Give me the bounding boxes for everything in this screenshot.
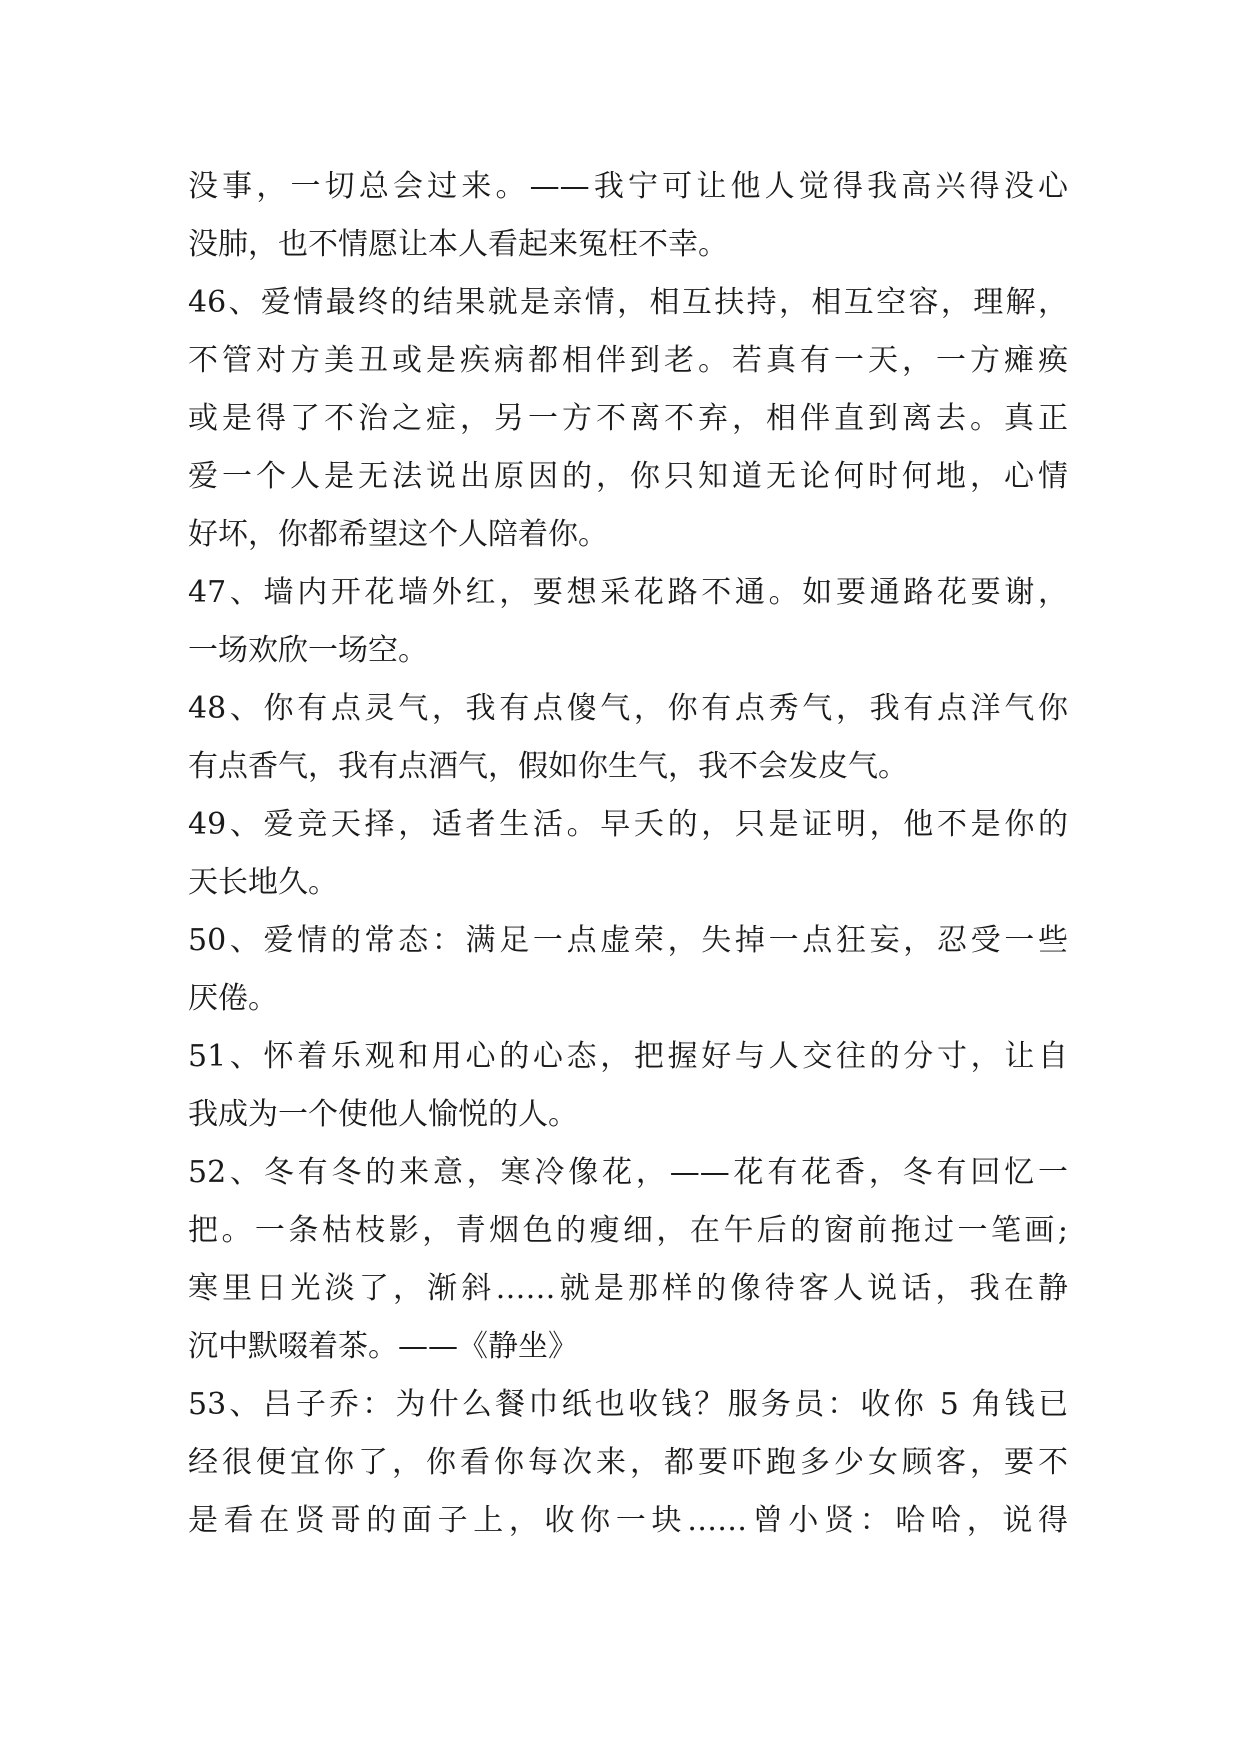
text-line: 53、吕子乔：为什么餐巾纸也收钱？服务员：收你 5 角钱已 [188,1387,1068,1422]
text-line: 厌倦。 [188,981,278,1016]
text-line: 天长地久。 [188,865,338,900]
text-line: 50、爱情的常态：满足一点虚荣，失掉一点狂妄，忍受一些 [188,923,1068,958]
text-line: 51、怀着乐观和用心的心态，把握好与人交往的分寸，让自 [188,1039,1068,1074]
text-line: 或是得了不治之症，另一方不离不弃，相伴直到离去。真正 [188,401,1068,436]
text-line: 寒里日光淡了，渐斜……就是那样的像待客人说话，我在静 [188,1271,1068,1306]
text-line: 把。一条枯枝影，青烟色的瘦细，在午后的窗前拖过一笔画; [188,1213,1068,1248]
text-line: 好坏，你都希望这个人陪着你。 [188,517,608,552]
text-line: 不管对方美丑或是疾病都相伴到老。若真有一天，一方瘫痪 [188,343,1068,378]
text-line: 47、墙内开花墙外红，要想采花路不通。如要通路花要谢， [188,575,1068,610]
text-line: 一场欢欣一场空。 [188,633,428,668]
text-line: 爱一个人是无法说出原因的，你只知道无论何时何地，心情 [188,459,1068,494]
text-line: 沉中默啜着茶。——《静坐》 [188,1329,578,1364]
text-line: 48、你有点灵气，我有点傻气，你有点秀气，我有点洋气你 [188,691,1068,726]
text-line: 没肺，也不情愿让本人看起来冤枉不幸。 [188,227,728,262]
text-line: 49、爱竞天择，适者生活。早夭的，只是证明，他不是你的 [188,807,1068,842]
document-page [188,158,1068,1550]
text-line: 46、爱情最终的结果就是亲情，相互扶持，相互空容，理解， [188,285,1068,320]
text-line: 是看在贤哥的面子上，收你一块……曾小贤：哈哈，说得 [188,1503,1068,1538]
text-line: 52、冬有冬的来意，寒冷像花，——花有花香，冬有回忆一 [188,1155,1068,1190]
text-line: 没事，一切总会过来。——我宁可让他人觉得我高兴得没心 [188,169,1068,204]
text-line: 有点香气，我有点酒气，假如你生气，我不会发皮气。 [188,749,908,784]
text-line: 我成为一个使他人愉悦的人。 [188,1097,578,1132]
text-line: 经很便宜你了，你看你每次来，都要吓跑多少女顾客，要不 [188,1445,1068,1480]
